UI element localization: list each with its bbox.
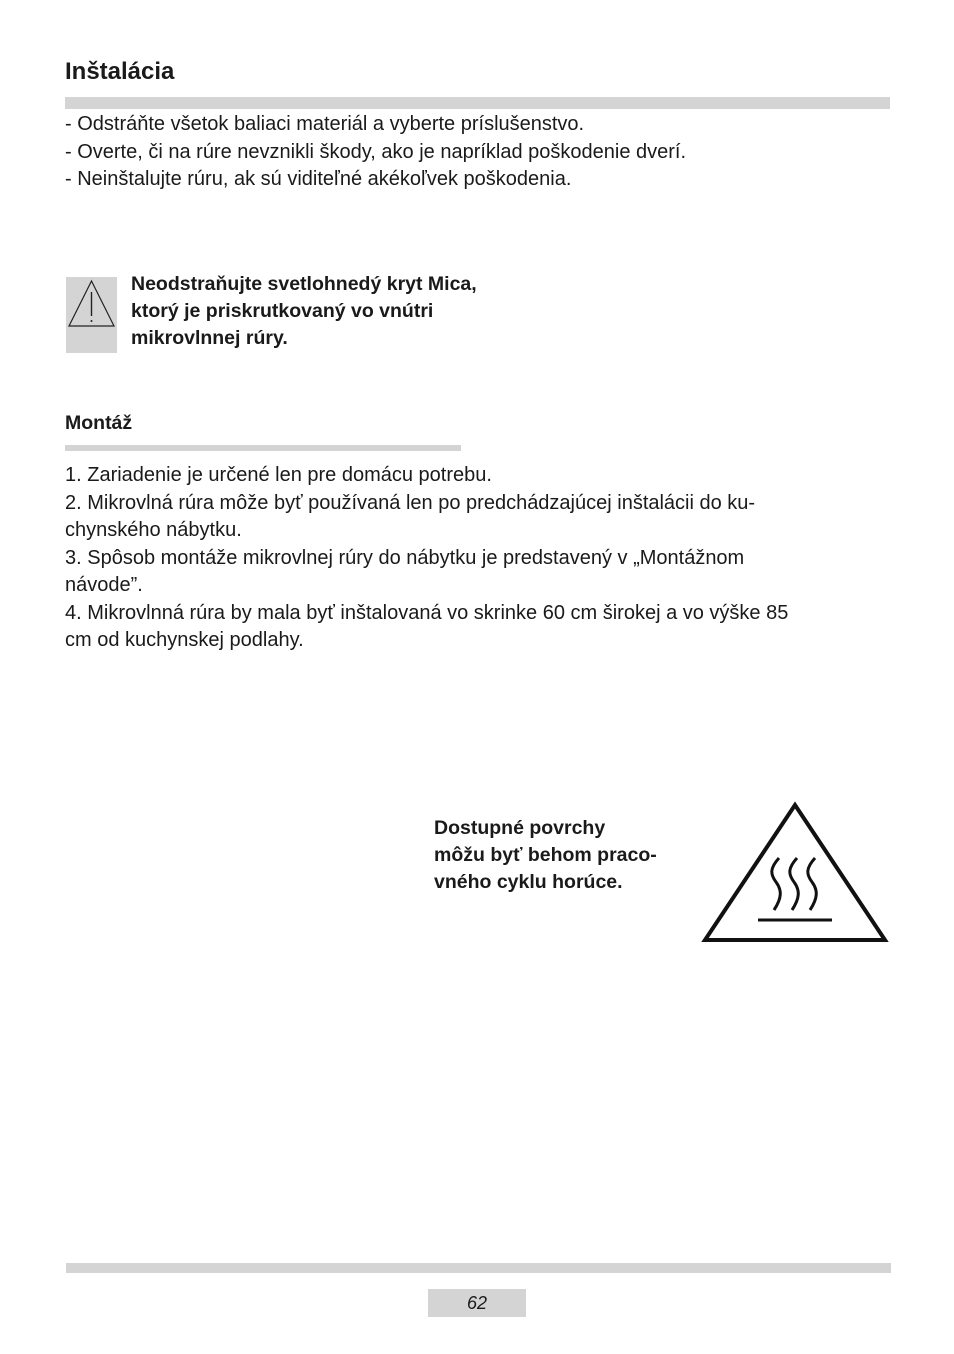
mounting-line: 3. Spôsob montáže mikrovlnej rúry do nábytku je predstavený v „Montážnom <box>65 546 745 569</box>
list-item: - Odstráňte všetok baliaci materiál a vyberte príslušenstvo. <box>65 113 585 135</box>
footer-rule <box>66 1263 891 1273</box>
mounting-line: 4. Mikrovlnná rúra by mala byť inštalovaná vo skrinke 60 cm širokej a vo výške 85 <box>65 601 789 624</box>
mounting-line: 2. Mikrovlná rúra môže byť používaná len po predchádzajúcej inštalácii do ku- <box>65 491 756 514</box>
intro-list <box>65 111 686 194</box>
mounting-rule <box>65 445 461 451</box>
warning-box <box>66 277 117 353</box>
warning-text <box>131 271 477 352</box>
exclamation-warning-icon <box>66 277 117 353</box>
page-title: Inštalácia <box>65 58 175 85</box>
list-item: - Neinštalujte rúru, ak sú viditeľné akékoľvek poškodenia. <box>65 168 572 190</box>
list-item: - Overte, či na rúre nevznikli škody, ako je napríklad poškodenie dverí. <box>65 140 687 163</box>
hot-warning-line: vného cyklu horúce. <box>434 871 623 893</box>
mounting-line: návode”. <box>65 574 143 596</box>
warning-line: Neodstraňujte svetlohnedý kryt Mica, <box>131 273 477 295</box>
mounting-line: 1. Zariadenie je určené len pre domácu potrebu. <box>65 464 492 486</box>
hot-warning-line: Dostupné povrchy <box>434 817 606 839</box>
mounting-line: chynského nábytku. <box>65 519 242 541</box>
mounting-list <box>65 462 788 655</box>
hot-warning-text <box>434 815 657 896</box>
page-number: 62 <box>428 1289 526 1317</box>
hot-warning-line: môžu byť behom praco- <box>434 844 657 866</box>
warning-line: ktorý je priskrutkovaný vo vnútri <box>131 300 434 322</box>
mounting-title: Montáž <box>65 412 133 434</box>
title-rule <box>65 97 890 109</box>
mounting-line: cm od kuchynskej podlahy. <box>65 629 304 651</box>
warning-line: mikrovlnnej rúry. <box>131 327 288 349</box>
hot-surface-icon <box>700 800 890 945</box>
